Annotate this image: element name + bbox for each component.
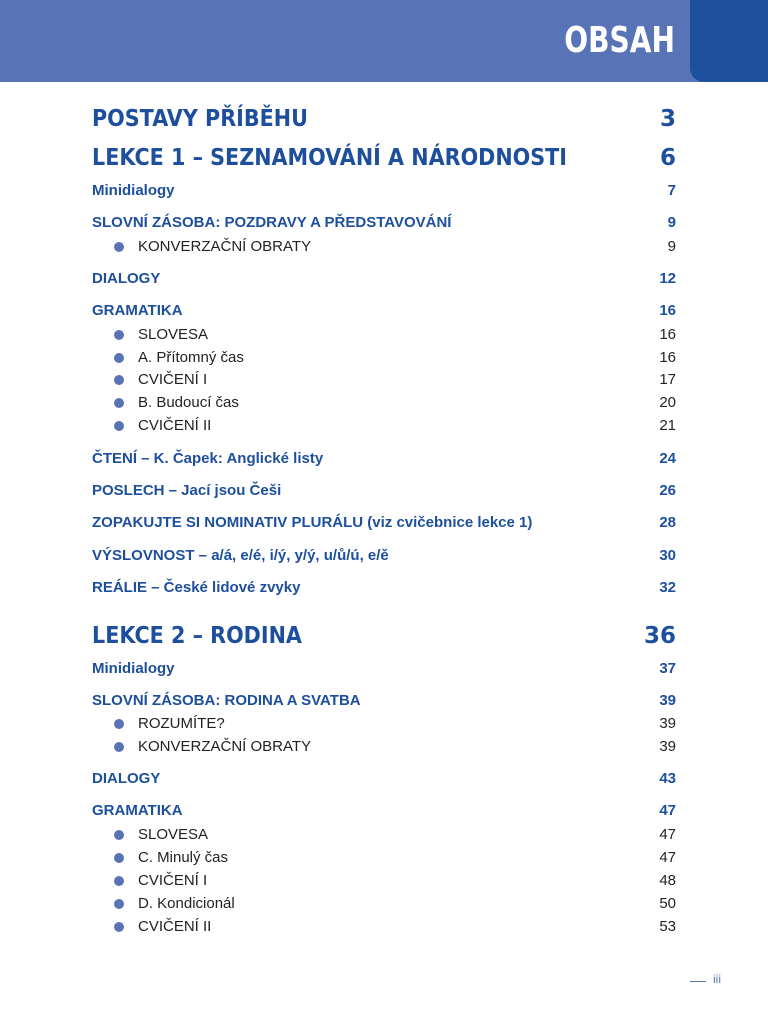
toc-entry[interactable] <box>92 301 676 321</box>
toc-entry-label: ZOPAKUJTE SI NOMINATIV PLURÁLU (viz cvičebnice lekce 1) <box>92 514 533 531</box>
toc-entry-page: 20 <box>659 394 676 411</box>
bullet-icon <box>114 330 124 340</box>
toc-entry-page: 36 <box>643 623 676 649</box>
toc-entry[interactable] <box>92 143 676 173</box>
header-tab <box>690 0 768 82</box>
toc-entry-label: GRAMATIKA <box>92 802 183 819</box>
toc-entry-page: 17 <box>659 371 676 388</box>
toc-entry[interactable] <box>92 269 676 289</box>
toc-entry-page: 16 <box>659 349 676 366</box>
toc-entry-page: 47 <box>659 826 676 843</box>
toc-entry-label <box>114 714 225 734</box>
toc-entry[interactable] <box>92 871 676 891</box>
toc-entry-label <box>114 370 207 390</box>
toc-entry-text: CVIČENÍ II <box>138 417 212 434</box>
bullet-icon <box>114 375 124 385</box>
toc-entry-page: 16 <box>659 302 676 319</box>
toc-entry-page: 3 <box>659 106 676 132</box>
toc-entry[interactable] <box>92 621 676 651</box>
toc-entry-text: KONVERZAČNÍ OBRATY <box>138 238 312 255</box>
toc-entry[interactable] <box>92 513 676 533</box>
toc-entry[interactable] <box>92 659 676 679</box>
bullet-icon <box>114 899 124 909</box>
toc-entry-page: 39 <box>659 738 676 755</box>
toc-entry-page: 12 <box>659 270 676 287</box>
bullet-icon <box>114 353 124 363</box>
toc-entry[interactable] <box>92 714 676 734</box>
toc-entry[interactable] <box>92 237 676 257</box>
toc-entry-label: VÝSLOVNOST – a/á, e/é, i/ý, y/ý, u/ů/ú, e/ě <box>92 547 389 564</box>
toc-entry-text: B. Budoucí čas <box>138 394 239 411</box>
toc-entry-label: SLOVNÍ ZÁSOBA: RODINA A SVATBA <box>92 692 361 709</box>
toc-entry[interactable] <box>92 104 676 134</box>
toc-entry-text: A. Přítomný čas <box>138 349 244 366</box>
toc-entry[interactable] <box>92 481 676 501</box>
toc-entry[interactable] <box>92 737 676 757</box>
toc-entry-page: 43 <box>659 770 676 787</box>
toc-entry[interactable] <box>92 449 676 469</box>
bullet-icon <box>114 742 124 752</box>
toc-entry-page: 53 <box>659 918 676 935</box>
footer-rule <box>690 981 706 982</box>
toc-entry-text: CVIČENÍ II <box>138 918 212 935</box>
toc-entry[interactable] <box>92 769 676 789</box>
toc-entry-page: 9 <box>667 238 676 255</box>
toc-entry-page: 28 <box>659 514 676 531</box>
toc-entry-page: 9 <box>667 214 676 231</box>
toc-entry-label: DIALOGY <box>92 270 161 287</box>
toc-entry[interactable] <box>92 546 676 566</box>
toc-entry[interactable] <box>92 691 676 711</box>
toc-entry-page: 6 <box>659 145 676 171</box>
toc-entry-page: 32 <box>659 579 676 596</box>
toc-entry-page: 30 <box>659 547 676 564</box>
toc-entry[interactable] <box>92 370 676 390</box>
toc-entry-page: 24 <box>659 450 676 467</box>
toc-entry[interactable] <box>92 848 676 868</box>
toc-entry-page: 7 <box>667 182 676 199</box>
toc-entry-label: SLOVNÍ ZÁSOBA: POZDRAVY A PŘEDSTAVOVÁNÍ <box>92 214 452 231</box>
bullet-icon <box>114 242 124 252</box>
toc-entry-page: 48 <box>659 872 676 889</box>
toc-entry-label: Minidialogy <box>92 660 175 677</box>
toc-entry-page: 50 <box>659 895 676 912</box>
toc-entry-label <box>114 237 311 257</box>
toc-entry[interactable] <box>92 393 676 413</box>
toc-entry-label: LEKCE 2 – RODINA <box>92 623 302 649</box>
bullet-icon <box>114 876 124 886</box>
toc-entry-label: DIALOGY <box>92 770 161 787</box>
toc-entry-text: KONVERZAČNÍ OBRATY <box>138 738 312 755</box>
footer-page-number: iii <box>713 972 721 986</box>
toc-entry[interactable] <box>92 213 676 233</box>
toc-entry-label: POSTAVY PŘÍBĚHU <box>92 106 308 132</box>
toc-entry-label: ČTENÍ – K. Čapek: Anglické listy <box>92 450 324 467</box>
toc-entry-text: C. Minulý čas <box>138 849 229 866</box>
toc-entry-page: 47 <box>659 802 676 819</box>
toc-entry[interactable] <box>92 917 676 937</box>
toc-entry-text: D. Kondicionál <box>138 895 235 912</box>
toc-entry[interactable] <box>92 325 676 345</box>
bullet-icon <box>114 421 124 431</box>
toc-entry[interactable] <box>92 416 676 436</box>
toc-entry-label: Minidialogy <box>92 182 175 199</box>
toc-entry-page: 26 <box>659 482 676 499</box>
toc-entry-label <box>114 416 211 436</box>
bullet-icon <box>114 719 124 729</box>
page-title: OBSAH <box>564 20 675 61</box>
toc-entry-label <box>114 917 211 937</box>
toc-entry-label <box>114 825 208 845</box>
toc-entry-page: 16 <box>659 326 676 343</box>
toc-entry-page: 47 <box>659 849 676 866</box>
toc-entry-label <box>114 393 239 413</box>
toc-entry-label <box>114 737 311 757</box>
toc-entry-label: GRAMATIKA <box>92 302 183 319</box>
toc-entry[interactable] <box>92 894 676 914</box>
toc-entry-text: CVIČENÍ I <box>138 371 208 388</box>
toc-entry-text: SLOVESA <box>138 826 209 843</box>
toc-entry-label: POSLECH – Jací jsou Češi <box>92 482 282 499</box>
toc-entry[interactable] <box>92 801 676 821</box>
bullet-icon <box>114 398 124 408</box>
toc-entry-page: 39 <box>659 692 676 709</box>
toc-entry-page: 21 <box>659 417 676 434</box>
toc-entry-label <box>114 871 207 891</box>
toc-entry[interactable] <box>92 181 676 201</box>
toc-entry[interactable] <box>92 825 676 845</box>
toc-entry-label <box>114 325 208 345</box>
bullet-icon <box>114 853 124 863</box>
bullet-icon <box>114 922 124 932</box>
toc-entry-label <box>114 894 235 914</box>
toc-entry-label <box>114 848 228 868</box>
toc-entry[interactable] <box>92 348 676 368</box>
toc-entry-label <box>114 348 244 368</box>
toc-entry-label: LEKCE 1 – SEZNAMOVÁNÍ A NÁRODNOSTI <box>92 145 568 171</box>
toc-entry[interactable] <box>92 578 676 598</box>
toc-entry-label: REÁLIE – České lidové zvyky <box>92 579 301 596</box>
toc-entry-page: 39 <box>659 715 676 732</box>
toc-entry-text: CVIČENÍ I <box>138 872 208 889</box>
toc-entry-text: SLOVESA <box>138 326 209 343</box>
toc-entry-text: ROZUMÍTE? <box>138 715 225 732</box>
toc-entry-page: 37 <box>659 660 676 677</box>
bullet-icon <box>114 830 124 840</box>
